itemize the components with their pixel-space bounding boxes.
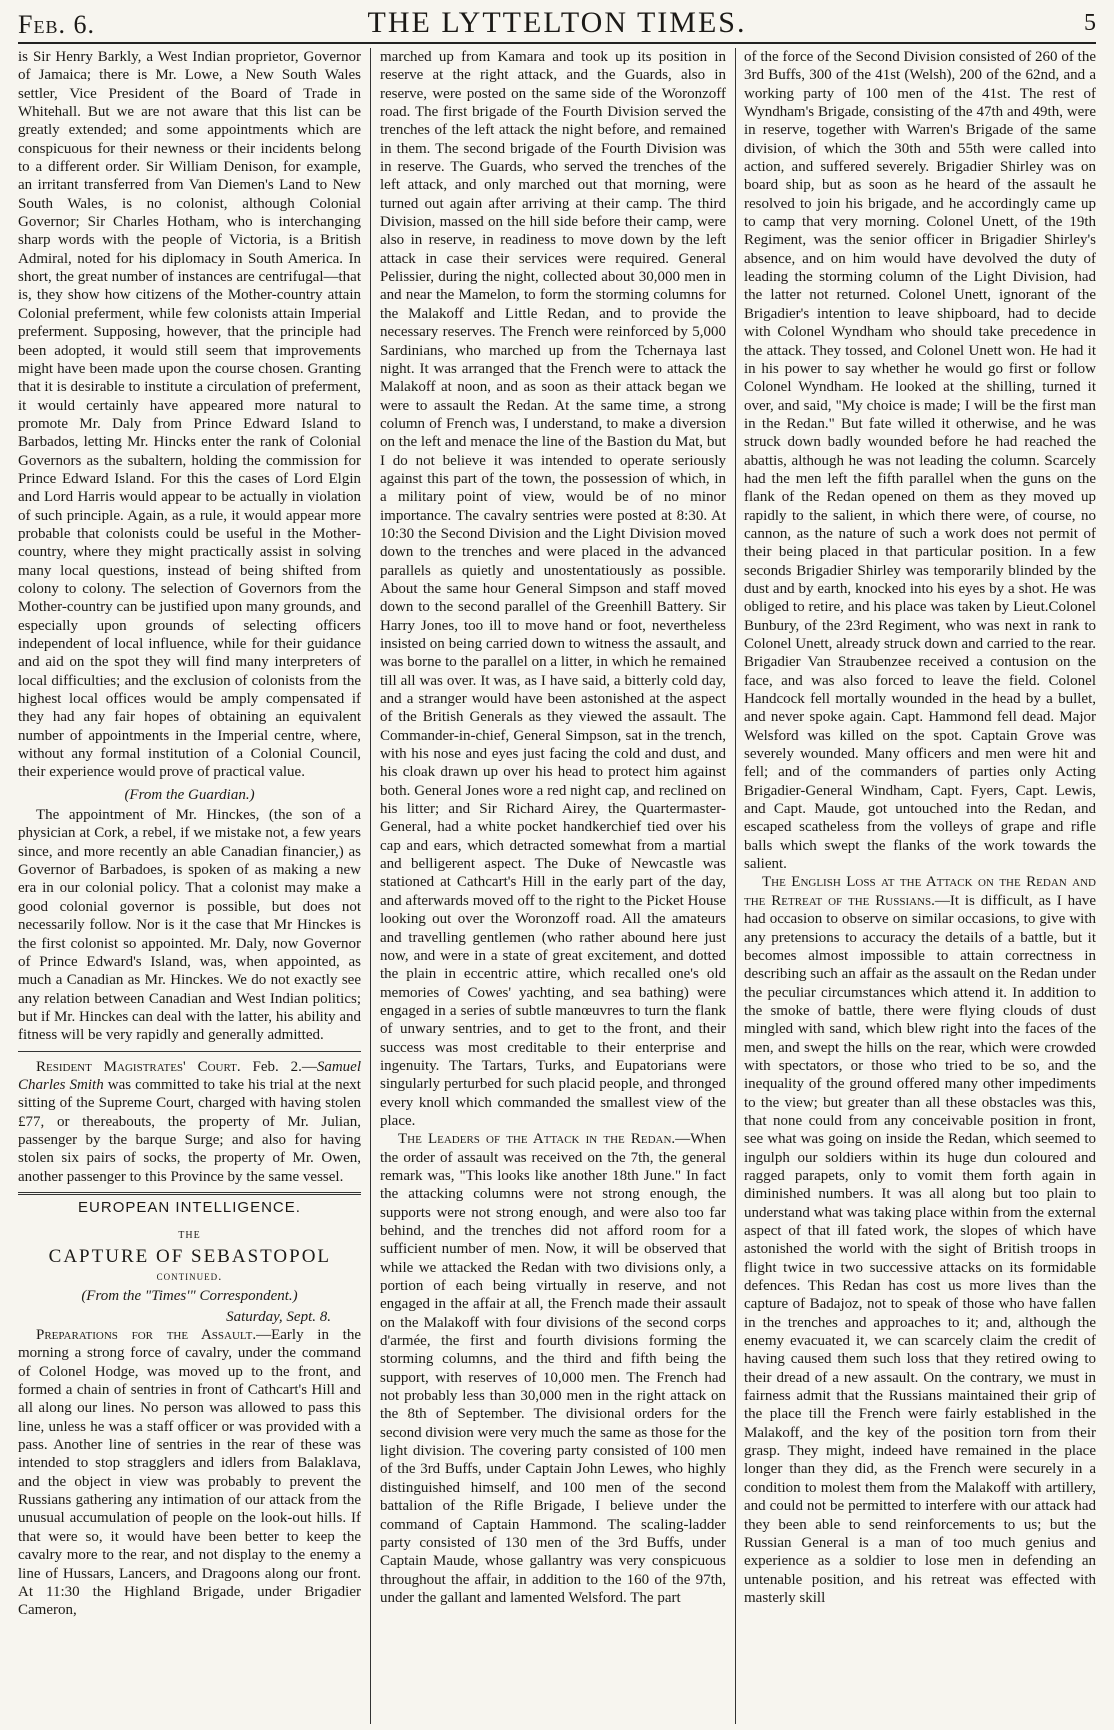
guardian-attribution: (From the Guardian.)	[124, 786, 255, 803]
leaders-paragraph	[380, 1130, 726, 1607]
court-report	[18, 1058, 361, 1186]
headline-continued: continued.	[156, 1268, 223, 1283]
colonial-governors-article: is Sir Henry Barkly, a West Indian proprietor, Governor of Jamaica; there is Mr. Lowe, a New South Wales settler, Vice President of the Board of Trade in Whitehall. But we are not aware that this list can be greatly extended; and some appointments which are conspicuous for their newness or their incidents belong to a different order. Sir William Denison, for example, an irritant transferred from Van Diemen's Land to New South Wales, is no colonist, although Colonial Governor; Sir Charles Hotham, who is interchanging sharp words with the people of Victoria, is a British Admiral, noted for his diplomacy in South America. In short, the great number of instances are centrifugal—that is, they show how citizens of the Mother-country attain Colonial preferment, while few colonists attain Imperial preferment. Supposing, however, that the principle had been adopted, it would still seem that improvements might have been made upon the course chosen. Granting that it is desirable to institute a circulation of preferment, it would certainly have appeared more natural to promote Mr. Daly from Prince Edward Island to Barbados, letting Mr. Hincks enter the rank of Colonial Governors as the subaltern, holding the commission for Prince Edward Island. For this the cases of Lord Elgin and Lord Harris would appear to be actually in violation of such principle. Again, as a rule, it would appear more probable that colonists could be useful in the Mother-country, where they might practically assist in solving many local questions, instead of being shifted from colony to colony. The selection of Governors from the Mother-country can be justified upon many grounds, and especially upon grounds of selecting officers independent of local influence, while for their guidance and aid on the spot they will find many interpreters of local difficulties; and the exclusion of colonists from the highest local offices would be amply compensated if they had any fair hopes of obtaining an equivalent number of appointments in the Imperial centre, where, without any formal institution of a Colonial Council, their experience would prove of practical value.	[18, 49, 361, 781]
column-2	[380, 48, 726, 1724]
preparations-paragraph	[18, 1326, 361, 1620]
dateline: Saturday, Sept. 8.	[226, 1308, 331, 1325]
column-1	[18, 48, 361, 1724]
court-date: Feb. 2.—	[240, 1058, 317, 1075]
second-division-narrative: of the force of the Second Division consisted of 260 of the 3rd Buffs, 300 of the 41st (Welsh), 200 of the 62nd, and a working party of 100 men of the 41st. The rest of Wyndham's Brigade, consisting of the 47th and 49th, were in reserve, together with Warren's Brigade of the same division, of which the 30th and 55th were called into action, and suffered severely. Brigadier Shirley was on board ship, but as soon as he heard of the assault he resolved to join his brigade, and he accordingly came up to camp that very morning. Colonel Unett, of the 19th Regiment, was the senior officer in Brigadier Shirley's absence, and on him would have devolved the duty of leading the storming column of the Light Division, had the latter not returned. Colonel Unett, ignorant of the Brigadier's intention to leave shipboard, had to decide with Colonel Wyndham who should take precedence in the attack. They tossed, and Colonel Unett won. He had it in his power to say whether he would go first or follow Colonel Wyndham. He looked at the shilling, turned it over, and said, "My choice is made; I will be the first man in the Redan." But fate willed it otherwise, and he was struck down badly wounded before he had reached the abattis, although he was not leading the column. Scarcely had the men left the fifth parallel when the guns on the flank of the Redan opened on them as they moved up rapidly to the salient, in which there were, of course, no cannon, as the nature of such a work does not permit of their being placed in that particular position. In a few seconds Brigadier Shirley was temporarily blinded by the dust and by earth, knocked into his eyes by a shot. He was obliged to retire, and his place was taken by Lieut.Colonel Bunbury, of the 23rd Regiment, who was next in rank to Colonel Unett, already struck down and carried to the rear. Brigadier Van Straubenzee received a contusion on the face, and was also forced to leave the field. Colonel Handcock fell mortally wounded in the head by a bullet, and never spoke again. Capt. Hammond fell dead. Major Welsford was killed on the spot. Captain Grove was severely wounded. Many officers and men were hit and fell; and of the commanders of parties only Acting Brigadier-General Windham, Capt. Fyers, Capt. Lewis, and Capt. Maude, got untouched into the Redan, and escaped scatheless from the volleys of grape and rifle balls which swept the flanks of the work towards the salient.	[744, 49, 1096, 873]
english-loss-text: —It is difficult, as I have had occasion to observe on similar occasions, to give with any pretensions to accuracy the details of a battle, but it becomes almost impossible to attain correctness in describing such an affair as the assault on the Redan under the peculiar circumstances which attend it. In addition to the smoke of battle, there were flying clouds of dust mingled with sand, which blew right into the faces of the men, and swept the hills on the rear, which were crowded with spectators, or those who tried to be so, and the inequality of the ground offered many other impediments to the view; but greater than all these obstacles was this, that none could from any conceivable position in front, see what was going on inside the Redan, which seemed to ingulph our soldiers within its huge dun coloured and ragged parapets, only to vomit them forth again in diminished numbers. It was all along but too plain to understand what was taking place within from the external aspect of that ill fated work, the slopes of which have astonished the world with the sight of British troops in flight twice in two successive attacks on its formidable defences. This Redan has cost us more lives than the capture of Badajoz, not to speak of those who have fallen in the trenches and approaches to it; and, although the enemy evacuated it, we can scarcely claim the credit of having caused them such loss that they retired owing to their dread of a new assault. On the contrary, we must in fairness admit that the Russians maintained their grip of the place till the French were fairly established in the Malakoff, and the key of the position torn from their grasp. They might, indeed have remained in the place longer than they did, as the French were securely in a condition to molest them from the Malakoff with artillery, and could not be permitted to interfere with our attack had they been able to send reinforcements to us; but the Russian General is a man of too much genius and experience as a soldier to lose men in defending an untenable position, and his retreat was effected with masterly skill	[744, 892, 1096, 1606]
source-attribution: (From the "Times'" Correspondent.)	[81, 1288, 298, 1305]
court-heading: Resident Magistrates' Court.	[36, 1058, 241, 1075]
court-text: was committed to take his trial at the next sitting of the Supreme Court, charged with having stolen £77, or thereabouts, the property of Mr. Julian, passenger by the barque Surge; and also for having stolen six pairs of socks, the property of Mr. Owen, another passenger to this Province by the same vessel.	[18, 1076, 361, 1185]
preparations-heading: Preparations for the Assault.	[36, 1327, 257, 1344]
leaders-text: —When the order of assault was received on the 7th, the general remark was, "This looks like another 18th June." In fact the attacking columns were not strong enough, the supports were not strong enough, and were also too far behind, and the trenches did not afford room for a sufficient number of men. Now, it will be observed that while we attacked the Redan with two divisions only, a portion of each being virtually in reserve, and not engaged in the affair at all, the French made their assault on the Malakoff with four divisions of the second corps d'armée, the first and fourth divisions forming the storming columns, and the third and fifth being the support, with reserves of 10,000 men. The French had not probably less than 30,000 men in the right attack on the 8th of September. The divisional orders for the second division were very much the same as those for the light division. The covering party consisted of 100 men of the 3rd Buffs, under Captain John Lewes, who highly distinguished himself, and 100 men of the second battalion of the Rifle Brigade, I believe under the command of Captain Hammond. The scaling-ladder party consisted of 130 men of the 3rd Buffs, under Captain Maude, whose gallantry was very conspicuous throughout the affair, in addition to the 160 of the 97th, under the gallant and lamented Welsford. The part	[380, 1131, 726, 1606]
headline-the: THE	[178, 1230, 201, 1242]
masthead	[18, 4, 1096, 44]
issue-date: Feb. 6.	[18, 10, 95, 39]
section-divider	[18, 1192, 361, 1195]
column-rule-2	[735, 48, 736, 1724]
hinckes-article: The appointment of Mr. Hinckes, (the son of a physician at Cork, a rebel, if we mistake not, a few years since, and more recently an able Canadian financier,) as Governor of Barbadoes, is spoken of as making a new era in our colonial policy. That a colonist may make a good colonial governor is possible, but does not necessarily follow. Nor is it the case that Mr Hinckes is the first colonist so appointed. Mr. Daly, now Governor of Prince Edward's Island, was, when appointed, as much a Canadian as Mr. Hinckes. We do not exactly see any relation between Canadian and West Indian politics; but if Mr. Hinckes can deal with the latter, his ability and fitness will be very rapidly and generally admitted.	[18, 807, 361, 1044]
court-defendant: Samuel Charles Smith	[18, 1058, 361, 1093]
english-loss-paragraph	[744, 873, 1096, 1607]
page-number: 5	[1084, 10, 1096, 36]
headline	[18, 1245, 361, 1286]
preparations-text: —Early in the morning a strong force of cavalry, under the command of Colonel Hodge, was moved up to the front, and formed a chain of sentries in front of Cathcart's Hill and all along our lines. No person was allowed to pass this line, unless he was a staff officer or was provided with a pass. Another line of sentries in the rear of these was intended to stop stragglers and idlers from Balaklava, and the object in view was probably to prevent the Russians gathering any intimation of our attack from the unusual accumulation of people on the look-out hills. If that were so, it would have been better to keep the cavalry more to the rear, and not display to the enemy a line of Hussars, Lancers, and Dragoons along our front. At 11:30 the Highland Brigade, under Brigadier Cameron,	[18, 1327, 361, 1619]
newspaper-title: THE LYTTELTON TIMES.	[367, 6, 747, 39]
column-rule-1	[370, 48, 371, 1724]
section-title: EUROPEAN INTELLIGENCE.	[78, 1198, 301, 1216]
headline-main: CAPTURE OF SEBASTOPOL	[48, 1245, 331, 1267]
assault-narrative: marched up from Kamara and took up its position in reserve at the right attack, and the Guards, also in reserve, were posted on the same side of the Woronzoff road. The first brigade of the Fourth Division served the trenches of the left attack the night before, and remained in them. The second brigade of the Fourth Division was in reserve. The Guards, who served the trenches of the left attack, and only marched out that morning, were turned out again after arriving at their camp. The third Division, massed on the hill side before their camp, were also in reserve, in readiness to move down by the left attack in case their services were required. General Pelissier, during the night, collected about 30,000 men in and near the Mamelon, to form the storming columns for the Malakoff and Little Redan, and to provide the necessary reserves. The French were reinforced by 5,000 Sardinians, who marched up from the Tchernaya last night. It was arranged that the French were to attack the Malakoff at noon, and as soon as their attack began we were to assault the Redan. At the same time, a strong column of French was, I understand, to make a diversion on the left and menace the line of the Bastion du Mat, but I do not believe it was intended to operate seriously against this part of the town, the possession of which, in a military point of view, would be of no minor importance. The cavalry sentries were posted at 8:30. At 10:30 the Second Division and the Light Division moved down to the trenches and were placed in the advanced parallels as quietly and unostentatiously as possible. About the same hour General Simpson and staff moved down to the second parallel of the Greenhill Battery. Sir Harry Jones, too ill to move hand or foot, nevertheless insisted on being carried down to witness the assault, and was borne to the parallel on a litter, in which he remained till all was over. It was, as I have said, a bitterly cold day, and a stranger would have been astonished at the aspect of the British Generals as they viewed the assault. The Commander-in-chief, General Simpson, sat in the trench, with his nose and eyes just facing the cold and dust, and his cloak drawn up over his head to protect him against both. General Jones wore a red night cap, and reclined on his litter; and Sir Richard Airey, the Quartermaster-General, had a white pocket handkerchief tied over his cap and ears, which detracted somewhat from a martial and belligerent aspect. The Duke of Newcastle was stationed at Cathcart's Hill in the early part of the day, and afterwards moved off to the right to the Picket House looking out over the Woronzoff road. All the amateurs and travelling gentlemen (who rather abound here just now, and were in a state of great excitement, and dotted the plain in eccentric attire, which recalled one's old memories of Cowes' yachting, and sea bathing) were engaged in a series of subtle manœuvres to turn the flank of unwary sentries, and to get to the front, and their success was most creditable to their enterprise and ingenuity. The Tartars, Turks, and Eupatorians were singularly perturbed for such placid people, and thronged every knoll which commanded the smallest view of the place.	[380, 49, 726, 1129]
divider	[18, 1051, 361, 1052]
english-loss-heading: The English Loss at the Attack on the Redan and the Retreat of the Russians.	[744, 874, 1096, 909]
leaders-heading: The Leaders of the Attack in the Redan.	[398, 1131, 676, 1148]
column-3	[744, 48, 1096, 1724]
